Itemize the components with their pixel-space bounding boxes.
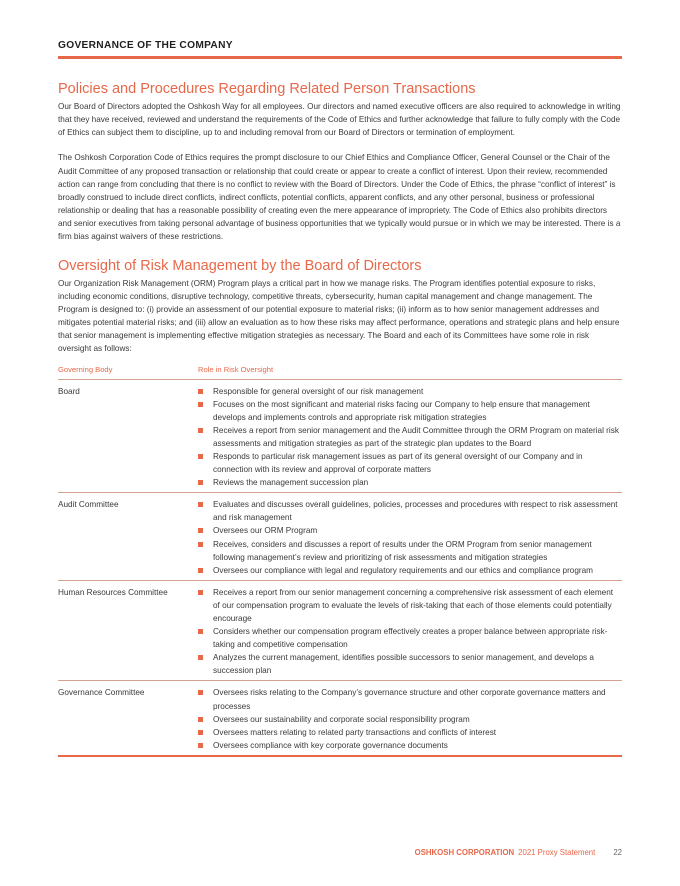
bullet-square-icon xyxy=(198,428,203,433)
bullet-square-icon xyxy=(198,502,203,507)
role-list xyxy=(198,498,622,577)
role-item: Considers whether our compensation program effectively creates a proper balance between appropriate risk-taking and competitive compensation xyxy=(198,625,622,651)
role-item: Analyzes the current management, identifies possible successors to senior management, and develops a succession plan xyxy=(198,651,622,677)
section-header: GOVERNANCE OF THE COMPANY xyxy=(58,40,233,51)
role-item: Oversees risks relating to the Company’s governance structure and other corporate governance matters and processes xyxy=(198,686,622,712)
risk-oversight-heading: Oversight of Risk Management by the Board of Directors xyxy=(58,257,422,274)
table-row-human-resources-committee xyxy=(58,581,622,682)
bullet-square-icon xyxy=(198,389,203,394)
bullet-square-icon xyxy=(198,480,203,485)
related-person-heading: Policies and Procedures Regarding Related Person Transactions xyxy=(58,81,476,97)
bullet-square-icon xyxy=(198,542,203,547)
role-item: Receives a report from senior management and the Audit Committee through the ORM Program on material risk assessments and mitigation strategies as part of the strategic plan updates to the Board xyxy=(198,424,622,450)
role-item: Reviews the management succession plan xyxy=(198,476,622,489)
bullet-square-icon xyxy=(198,655,203,660)
page-number: 22 xyxy=(613,848,622,857)
role-item: Oversees our ORM Program xyxy=(198,524,622,537)
page-content xyxy=(58,0,622,757)
header-rule xyxy=(58,56,622,59)
role-item: Oversees our sustainability and corporate social responsibility program xyxy=(198,713,622,726)
footer-document-title: 2021 Proxy Statement xyxy=(518,848,596,857)
table-row-governance-committee xyxy=(58,681,622,756)
bullet-square-icon xyxy=(198,568,203,573)
risk-oversight-table xyxy=(58,365,622,757)
bullet-square-icon xyxy=(198,528,203,533)
role-item: Responsible for general oversight of our risk management xyxy=(198,385,622,398)
related-person-paragraph-1: Our Board of Directors adopted the Oshkosh Way for all employees. Our directors and named executive officers are also required to acknowledge in writing that they have received, reviewed and understand the requirements of the Code of Ethics and further acknowledge that failure to fully comply with the Code of Ethics can subject them to discipline, up to and including removal from our Board of Directors or termination of employment. xyxy=(58,102,621,138)
header-role: Role in Risk Oversight xyxy=(198,364,274,374)
role-list xyxy=(198,586,622,678)
bullet-square-icon xyxy=(198,690,203,695)
governing-body-cell: Audit Committee xyxy=(58,500,119,510)
bullet-square-icon xyxy=(198,402,203,407)
header-governing-body: Governing Body xyxy=(58,364,113,374)
role-item: Oversees matters relating to related party transactions and conflicts of interest xyxy=(198,726,622,739)
role-item: Receives, considers and discusses a report of results under the ORM Program from senior management following management’s review and prioritizing of risk assessments and mitigation strategies xyxy=(198,538,622,564)
governing-body-cell: Human Resources Committee xyxy=(58,587,168,597)
governing-body-cell: Board xyxy=(58,386,80,396)
footer-brand: OSHKOSH CORPORATION xyxy=(414,848,515,857)
role-item: Responds to particular risk management issues as part of its general oversight of our Company and in connection with its review and approval of corporate matters xyxy=(198,450,622,476)
role-item: Oversees compliance with key corporate governance documents xyxy=(198,739,622,752)
bullet-square-icon xyxy=(198,590,203,595)
role-item: Oversees our compliance with legal and regulatory requirements and our ethics and compliance program xyxy=(198,564,622,577)
role-list xyxy=(198,686,622,751)
table-row-audit-committee xyxy=(58,493,622,581)
bullet-square-icon xyxy=(198,730,203,735)
governing-body-cell: Governance Committee xyxy=(58,688,145,698)
related-person-paragraph-2: The Oshkosh Corporation Code of Ethics requires the prompt disclosure to our Chief Ethics and Compliance Officer, General Counsel or the Chair of the Audit Committee of any proposed transaction or relationship that could create or appear to create a conflict of interest. Upon their review, recommended action can range from concluding that there is no conflict to review with the Board of Directors. Under the Code of Ethics, the phrase “conflict of interest” is broadly construed to include direct conflicts, indirect conflicts, potential conflicts, apparent conflicts, and any other personal, business or professional relationship or dealing that has a reasonable possibility of creating even the mere appearance of impropriety. The Code of Ethics also prohibits directors and senior executives from taking personal advantage of business opportunities that we typically would pursue or in which we may be interested. There is a firm bias against waivers of these restrictions. xyxy=(58,153,621,242)
risk-oversight-paragraph: Our Organization Risk Management (ORM) Program plays a critical part in how we manage risks. The Program identifies potential exposure to risks, including economic conditions, disruptive technology, competitive threats, cybersecurity, human capital management and change management. The Program is designed to: (i) provide an assessment of our potential exposure to material risks; (ii) inform as to how senior management addresses and mitigates potential material risks; and (iii) allow an evaluation as to how these risks may affect performance, operations and strategic plans and help ensure that senior management is implementing effective mitigation strategies as necessary. The Board and each of its Committees have some role in risk oversight as follows: xyxy=(58,278,620,354)
role-item: Receives a report from our senior management concerning a comprehensive risk assessment of each element of our compensation program to evaluate the levels of risk-taking that each of those elements could potentially encourage xyxy=(198,586,622,625)
bullet-square-icon xyxy=(198,743,203,748)
role-item: Evaluates and discusses overall guidelines, policies, processes and procedures with respect to risk assessment and risk management xyxy=(198,498,622,524)
bullet-square-icon xyxy=(198,629,203,634)
role-list xyxy=(198,385,622,490)
bullet-square-icon xyxy=(198,454,203,459)
bullet-square-icon xyxy=(198,717,203,722)
role-item: Focuses on the most significant and material risks facing our Company to help ensure that management develops and implements controls and appropriate risk mitigation strategies xyxy=(198,398,622,424)
table-header xyxy=(58,365,622,380)
page-footer xyxy=(415,848,622,857)
table-row-board xyxy=(58,380,622,494)
